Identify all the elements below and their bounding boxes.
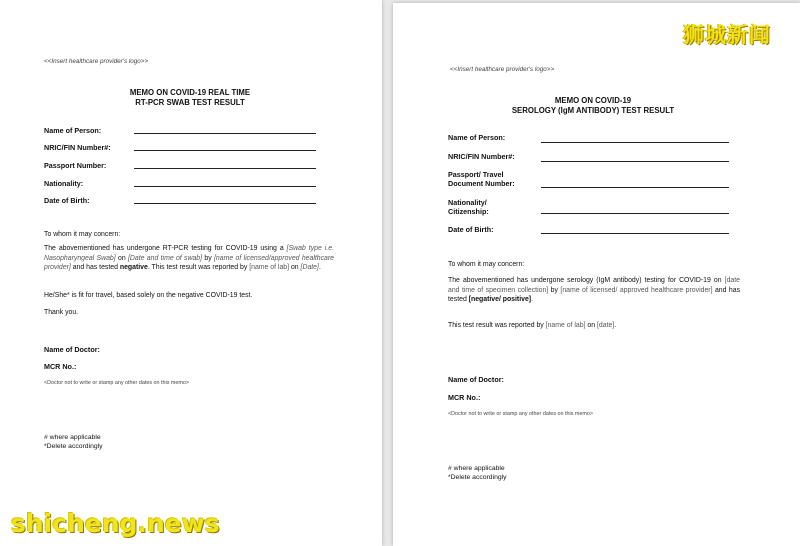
label-mcr-no: MCR No.:	[44, 362, 77, 371]
salutation: To whom it may concern:	[44, 231, 121, 238]
test-result-paragraph: The abovementioned has undergone serology (IgM antibody) testing for COVID-19 on [date and time of specimen collection] by [name of licensed/ approved healthcare provider] and has tested [negative/ positive].	[448, 277, 741, 304]
memo-title	[40, 88, 340, 108]
label-dob: Date of Birth:	[44, 196, 90, 205]
title-line-2: RT-PCR SWAB TEST RESULT	[135, 98, 245, 108]
field-line-name	[541, 142, 729, 143]
doctor-note: <Doctor not to write or stamp any other dates on this memo>	[448, 411, 594, 417]
title-line-1: MEMO ON COVID-19 REAL TIME	[129, 88, 251, 97]
footnote-delete-accordingly: *Delete accordingly	[44, 443, 103, 451]
footnote-delete-accordingly: *Delete accordingly	[448, 474, 507, 482]
field-line-dob	[541, 233, 729, 234]
label-name-of-doctor: Name of Doctor:	[44, 345, 100, 354]
label-nric: NRIC/FIN Number#:	[44, 143, 111, 152]
label-nric: NRIC/FIN Number#:	[448, 152, 515, 161]
fit-for-travel-text: He/She* is fit for travel, based solely on the negative COVID-19 test.	[44, 292, 253, 299]
label-dob: Date of Birth:	[448, 225, 494, 234]
label-name-of-doctor: Name of Doctor:	[448, 375, 504, 384]
memo-page-rt-pcr	[0, 0, 382, 546]
label-nationality: Nationality/ Citizenship:	[448, 198, 489, 216]
memo-title	[443, 96, 743, 116]
field-line-dob	[134, 203, 316, 204]
label-nationality: Nationality:	[44, 179, 84, 188]
footnote-where-applicable: # where applicable	[44, 434, 101, 441]
field-line-passport	[541, 187, 729, 188]
label-mcr-no: MCR No.:	[448, 393, 481, 402]
footnote-where-applicable: # where applicable	[448, 465, 505, 472]
memo-page-serology	[393, 3, 800, 546]
watermark-site-name: shicheng.news	[11, 509, 220, 538]
label-passport: Passport/ Travel Document Number:	[448, 170, 515, 188]
label-name-of-person: Name of Person:	[448, 133, 506, 142]
field-line-nric	[541, 161, 729, 162]
reported-by-text: This test result was reported by [name of lab] on [date].	[448, 322, 617, 329]
field-line-name	[134, 133, 316, 134]
test-result-paragraph: The abovementioned has undergone RT-PCR testing for COVID-19 using a [Swab type i.e. Nasopharyngeal Swab] on [Date and time of swab] by [name of licensed/approved healthcare provider] and has tested negative. This test result was reported by [name of lab] on [Date].	[44, 245, 335, 272]
title-line-1: MEMO ON COVID-19	[554, 96, 632, 105]
field-line-nationality	[134, 186, 316, 187]
field-line-nric	[134, 150, 316, 151]
field-line-passport	[134, 168, 316, 169]
footnotes	[448, 464, 507, 482]
watermark-chinese: 狮城新闻	[683, 23, 771, 47]
doctor-note: <Doctor not to write or stamp any other dates on this memo>	[44, 380, 190, 386]
logo-placeholder: <<Insert healthcare provider's logo>>	[44, 58, 149, 65]
label-name-of-person: Name of Person:	[44, 126, 102, 135]
logo-placeholder: <<Insert healthcare provider's logo>>	[450, 66, 555, 73]
label-passport: Passport Number:	[44, 161, 107, 170]
salutation: To whom it may concern:	[448, 261, 525, 268]
footnotes	[44, 433, 103, 451]
field-line-nationality	[541, 213, 729, 214]
thank-you-text: Thank you.	[44, 309, 79, 316]
title-line-2: SEROLOGY (IgM ANTIBODY) TEST RESULT	[511, 106, 675, 116]
